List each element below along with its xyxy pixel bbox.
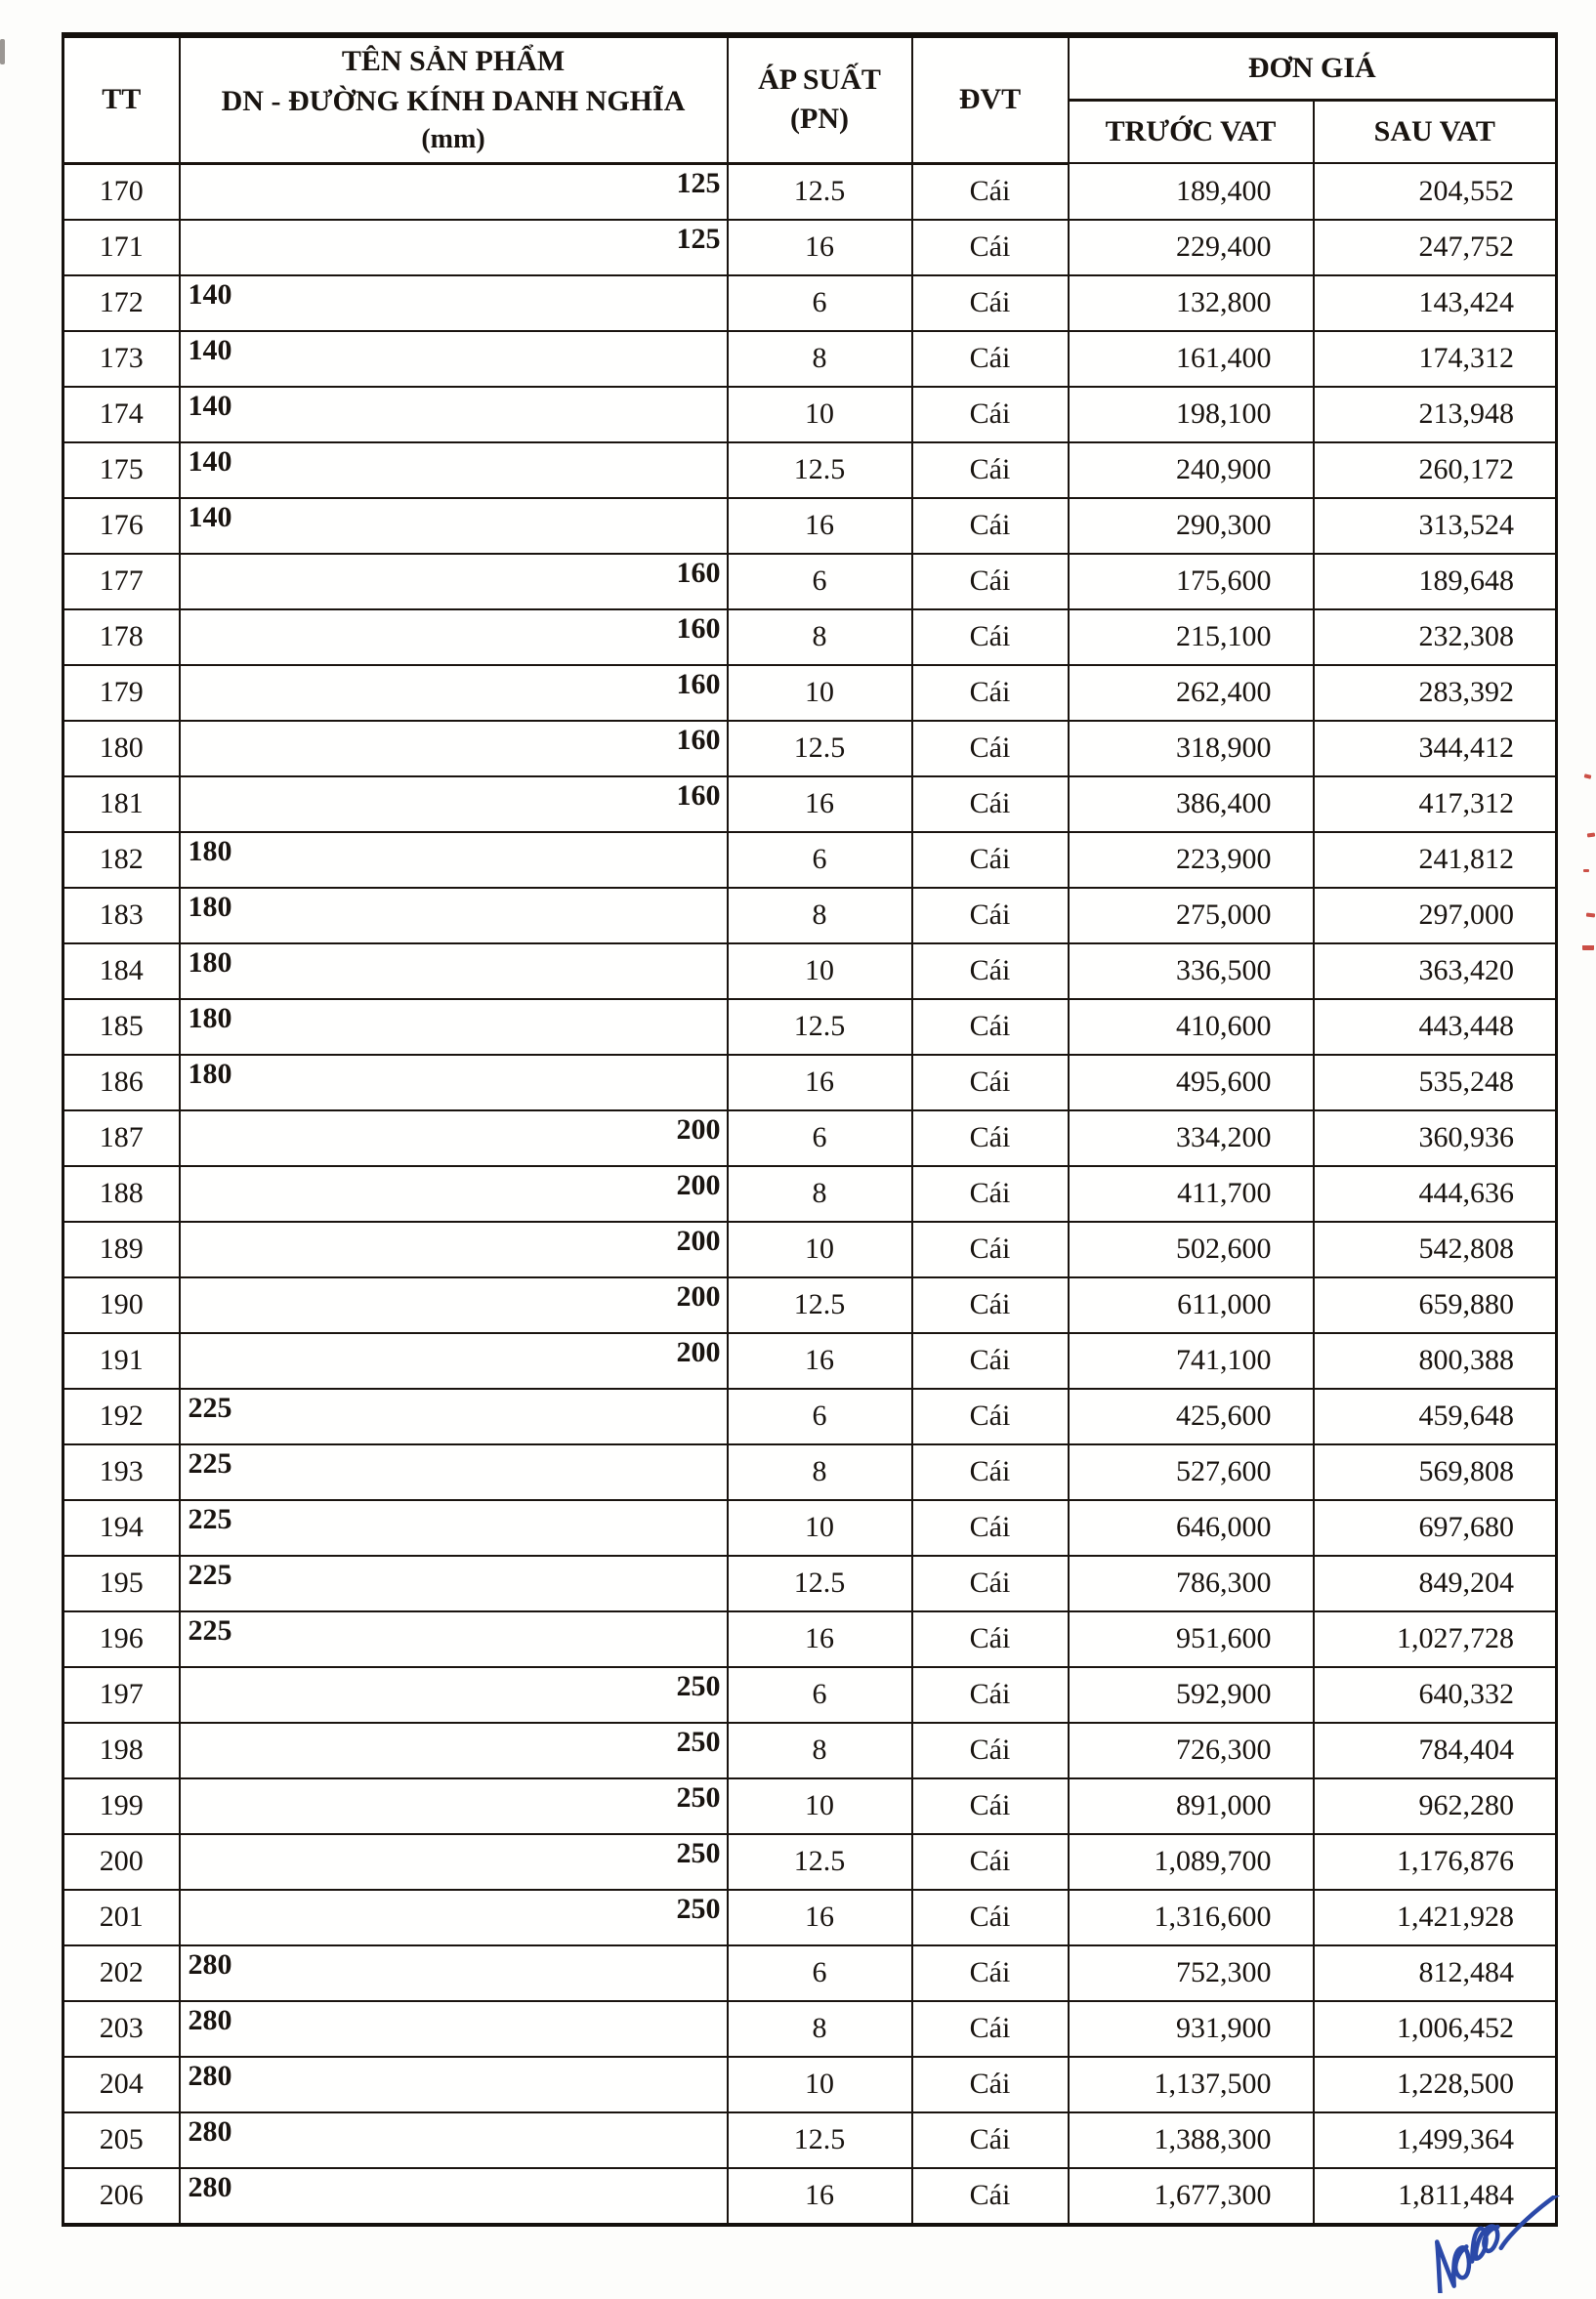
table-row [63,1222,1557,1277]
tt-cell: 176 [63,498,180,554]
product-dn-cell: 160 [180,721,728,776]
unit-cell: Cái [912,1945,1069,2001]
price-before-vat-cell: 215,100 [1069,609,1314,665]
price-after-vat-cell: 1,176,876 [1314,1834,1557,1890]
unit-cell: Cái [912,1778,1069,1834]
price-after-vat-cell: 1,811,484 [1314,2168,1557,2225]
col-header-tt [63,35,180,163]
table-row [63,163,1557,220]
product-dn-cell: 225 [180,1444,728,1500]
price-before-vat-cell: 741,100 [1069,1333,1314,1389]
tt-cell: 178 [63,609,180,665]
pressure-line1: ÁP SUẤT [758,63,881,96]
pressure-cell: 12.5 [728,442,912,498]
unit-cell: Cái [912,1055,1069,1110]
price-before-vat-cell: 1,089,700 [1069,1834,1314,1890]
table-row [63,387,1557,442]
table-row [63,1500,1557,1556]
price-before-vat-cell: 425,600 [1069,1389,1314,1444]
pressure-cell: 12.5 [728,999,912,1055]
price-before-vat-cell: 262,400 [1069,665,1314,721]
table-row [63,609,1557,665]
pressure-cell: 6 [728,832,912,888]
pressure-cell: 16 [728,220,912,275]
tt-cell: 189 [63,1222,180,1277]
tt-cell: 206 [63,2168,180,2225]
unit-cell: Cái [912,1277,1069,1333]
col-header-pressure [728,35,912,163]
price-before-vat-cell: 592,900 [1069,1667,1314,1723]
pressure-cell: 12.5 [728,1277,912,1333]
price-after-vat-cell: 784,404 [1314,1723,1557,1778]
pressure-cell: 12.5 [728,721,912,776]
pressure-cell: 12.5 [728,2112,912,2168]
tt-cell: 191 [63,1333,180,1389]
price-after-vat-cell: 962,280 [1314,1778,1557,1834]
table-row [63,1890,1557,1945]
price-after-vat-cell: 800,388 [1314,1333,1557,1389]
table-row [63,1055,1557,1110]
price-before-vat-cell: 495,600 [1069,1055,1314,1110]
price-after-vat-cell: 444,636 [1314,1166,1557,1222]
product-dn-cell: 225 [180,1556,728,1611]
unit-cell: Cái [912,498,1069,554]
unit-cell: Cái [912,1556,1069,1611]
product-dn-cell: 180 [180,999,728,1055]
unit-cell: Cái [912,1611,1069,1667]
product-dn-cell: 250 [180,1667,728,1723]
price-after-vat-label: SAU VAT [1373,115,1495,148]
price-after-vat-cell: 283,392 [1314,665,1557,721]
product-name-line1: TÊN SẢN PHẨM [341,45,566,77]
price-before-vat-cell: 275,000 [1069,888,1314,943]
unit-cell: Cái [912,1166,1069,1222]
table-row [63,2001,1557,2057]
table-row [63,1277,1557,1333]
unit-label: ĐVT [958,83,1022,116]
product-dn-cell: 140 [180,275,728,331]
pressure-cell: 16 [728,498,912,554]
tt-cell: 187 [63,1110,180,1166]
price-after-vat-cell: 659,880 [1314,1277,1557,1333]
price-before-vat-cell: 646,000 [1069,1500,1314,1556]
product-dn-cell: 140 [180,331,728,387]
col-header-unit [912,35,1069,163]
price-after-vat-cell: 247,752 [1314,220,1557,275]
product-dn-cell: 160 [180,609,728,665]
table-row [63,2112,1557,2168]
unit-cell: Cái [912,943,1069,999]
unit-cell: Cái [912,2001,1069,2057]
price-before-vat-cell: 189,400 [1069,163,1314,220]
product-dn-cell: 280 [180,2112,728,2168]
pressure-cell: 16 [728,1333,912,1389]
product-dn-cell: 160 [180,665,728,721]
table-row [63,554,1557,609]
tt-cell: 193 [63,1444,180,1500]
price-before-vat-cell: 198,100 [1069,387,1314,442]
pressure-cell: 6 [728,1110,912,1166]
price-after-vat-cell: 143,424 [1314,275,1557,331]
price-before-vat-cell: 1,316,600 [1069,1890,1314,1945]
unit-cell: Cái [912,1667,1069,1723]
tt-cell: 202 [63,1945,180,2001]
pressure-cell: 6 [728,1389,912,1444]
price-before-vat-cell: 1,388,300 [1069,2112,1314,2168]
unit-cell: Cái [912,1890,1069,1945]
pressure-cell: 10 [728,943,912,999]
table-row [63,1723,1557,1778]
unit-cell: Cái [912,1110,1069,1166]
pressure-cell: 16 [728,1055,912,1110]
product-dn-cell: 250 [180,1723,728,1778]
col-header-price-before-vat [1069,101,1314,163]
tt-cell: 203 [63,2001,180,2057]
price-after-vat-cell: 697,680 [1314,1500,1557,1556]
pressure-cell: 10 [728,1222,912,1277]
price-before-vat-cell: 726,300 [1069,1723,1314,1778]
price-after-vat-cell: 213,948 [1314,387,1557,442]
table-row [63,776,1557,832]
table-row [63,888,1557,943]
tt-cell: 172 [63,275,180,331]
scan-artifact-red-mark [1582,943,1594,950]
tt-cell: 194 [63,1500,180,1556]
price-before-vat-cell: 336,500 [1069,943,1314,999]
price-after-vat-cell: 189,648 [1314,554,1557,609]
product-dn-cell: 225 [180,1389,728,1444]
table-row [63,1444,1557,1500]
product-dn-cell: 140 [180,442,728,498]
table-row [63,1166,1557,1222]
price-before-vat-cell: 175,600 [1069,554,1314,609]
tt-cell: 170 [63,163,180,220]
product-dn-cell: 250 [180,1890,728,1945]
pressure-cell: 6 [728,1945,912,2001]
table-row [63,999,1557,1055]
table-row [63,498,1557,554]
price-before-vat-cell: 752,300 [1069,1945,1314,2001]
table-row [63,1667,1557,1723]
product-name-line3: (mm) [421,124,485,154]
tt-cell: 175 [63,442,180,498]
price-after-vat-cell: 569,808 [1314,1444,1557,1500]
price-after-vat-cell: 1,499,364 [1314,2112,1557,2168]
unit-cell: Cái [912,1333,1069,1389]
pressure-cell: 8 [728,1723,912,1778]
pressure-cell: 8 [728,331,912,387]
tt-cell: 205 [63,2112,180,2168]
tt-cell: 181 [63,776,180,832]
product-dn-cell: 250 [180,1834,728,1890]
price-after-vat-cell: 1,421,928 [1314,1890,1557,1945]
tt-cell: 180 [63,721,180,776]
product-dn-cell: 280 [180,2057,728,2112]
unit-cell: Cái [912,220,1069,275]
price-before-vat-cell: 611,000 [1069,1277,1314,1333]
tt-cell: 195 [63,1556,180,1611]
pressure-cell: 10 [728,1778,912,1834]
price-before-vat-cell: 951,600 [1069,1611,1314,1667]
price-after-vat-cell: 812,484 [1314,1945,1557,2001]
price-after-vat-cell: 241,812 [1314,832,1557,888]
price-after-vat-cell: 363,420 [1314,943,1557,999]
price-before-vat-cell: 132,800 [1069,275,1314,331]
tt-cell: 182 [63,832,180,888]
unit-cell: Cái [912,554,1069,609]
product-dn-cell: 140 [180,498,728,554]
unit-cell: Cái [912,1834,1069,1890]
col-header-tt-label: TT [102,83,142,116]
price-after-vat-cell: 535,248 [1314,1055,1557,1110]
product-dn-cell: 225 [180,1611,728,1667]
col-header-price-after-vat [1314,101,1557,163]
col-header-price-group [1069,35,1557,101]
table-row [63,1556,1557,1611]
unit-cell: Cái [912,1500,1069,1556]
price-before-vat-cell: 1,137,500 [1069,2057,1314,2112]
tt-cell: 177 [63,554,180,609]
pressure-cell: 8 [728,2001,912,2057]
pressure-cell: 16 [728,2168,912,2225]
product-dn-cell: 200 [180,1166,728,1222]
price-before-vat-cell: 318,900 [1069,721,1314,776]
table-row [63,721,1557,776]
tt-cell: 183 [63,888,180,943]
price-after-vat-cell: 1,027,728 [1314,1611,1557,1667]
pressure-cell: 16 [728,1890,912,1945]
product-dn-cell: 280 [180,2168,728,2225]
product-dn-cell: 180 [180,1055,728,1110]
tt-cell: 200 [63,1834,180,1890]
pressure-cell: 6 [728,1667,912,1723]
unit-cell: Cái [912,1389,1069,1444]
unit-cell: Cái [912,387,1069,442]
price-before-vat-cell: 161,400 [1069,331,1314,387]
tt-cell: 196 [63,1611,180,1667]
price-after-vat-cell: 640,332 [1314,1667,1557,1723]
unit-cell: Cái [912,888,1069,943]
product-dn-cell: 280 [180,1945,728,2001]
price-after-vat-cell: 459,648 [1314,1389,1557,1444]
price-group-label: ĐƠN GIÁ [1247,51,1376,84]
price-after-vat-cell: 174,312 [1314,331,1557,387]
price-before-vat-cell: 410,600 [1069,999,1314,1055]
unit-cell: Cái [912,163,1069,220]
tt-cell: 179 [63,665,180,721]
unit-cell: Cái [912,609,1069,665]
price-after-vat-cell: 417,312 [1314,776,1557,832]
tt-cell: 199 [63,1778,180,1834]
product-dn-cell: 200 [180,1110,728,1166]
scan-artifact-red-mark [1586,913,1595,918]
pressure-cell: 6 [728,275,912,331]
price-before-vat-cell: 527,600 [1069,1444,1314,1500]
unit-cell: Cái [912,2168,1069,2225]
price-before-vat-cell: 386,400 [1069,776,1314,832]
price-after-vat-cell: 360,936 [1314,1110,1557,1166]
product-dn-cell: 225 [180,1500,728,1556]
price-after-vat-cell: 1,228,500 [1314,2057,1557,2112]
scan-artifact-red-mark [1584,773,1592,779]
pressure-cell: 16 [728,776,912,832]
price-before-vat-label: TRƯỚC VAT [1105,115,1277,148]
table-row [63,2168,1557,2225]
table-row [63,665,1557,721]
tt-cell: 201 [63,1890,180,1945]
price-before-vat-cell: 502,600 [1069,1222,1314,1277]
pressure-line2: (PN) [790,103,849,136]
unit-cell: Cái [912,999,1069,1055]
unit-cell: Cái [912,1222,1069,1277]
price-before-vat-cell: 931,900 [1069,2001,1314,2057]
price-after-vat-cell: 232,308 [1314,609,1557,665]
product-dn-cell: 160 [180,554,728,609]
pressure-cell: 10 [728,1500,912,1556]
tt-cell: 197 [63,1667,180,1723]
unit-cell: Cái [912,331,1069,387]
price-table [62,32,1558,2227]
tt-cell: 185 [63,999,180,1055]
pressure-cell: 16 [728,1611,912,1667]
price-after-vat-cell: 542,808 [1314,1222,1557,1277]
price-before-vat-cell: 229,400 [1069,220,1314,275]
pressure-cell: 8 [728,1444,912,1500]
price-after-vat-cell: 297,000 [1314,888,1557,943]
product-dn-cell: 200 [180,1222,728,1277]
price-after-vat-cell: 204,552 [1314,163,1557,220]
pressure-cell: 8 [728,1166,912,1222]
tt-cell: 198 [63,1723,180,1778]
pressure-cell: 12.5 [728,1834,912,1890]
scan-artifact-red-mark [1587,832,1595,837]
unit-cell: Cái [912,442,1069,498]
product-dn-cell: 125 [180,163,728,220]
unit-cell: Cái [912,275,1069,331]
header-row-top [63,35,1557,101]
unit-cell: Cái [912,776,1069,832]
col-header-product-name [180,35,728,163]
pressure-cell: 12.5 [728,163,912,220]
tt-cell: 192 [63,1389,180,1444]
price-before-vat-cell: 786,300 [1069,1556,1314,1611]
price-after-vat-cell: 260,172 [1314,442,1557,498]
pressure-cell: 8 [728,609,912,665]
unit-cell: Cái [912,1444,1069,1500]
table-row [63,832,1557,888]
table-row [63,220,1557,275]
table-row [63,1611,1557,1667]
scan-artifact-red-mark [1583,869,1589,872]
price-after-vat-cell: 313,524 [1314,498,1557,554]
tt-cell: 174 [63,387,180,442]
table-row [63,1333,1557,1389]
tt-cell: 204 [63,2057,180,2112]
price-before-vat-cell: 1,677,300 [1069,2168,1314,2225]
table-row [63,1834,1557,1890]
pressure-cell: 8 [728,888,912,943]
product-dn-cell: 180 [180,832,728,888]
table-row [63,1110,1557,1166]
tt-cell: 186 [63,1055,180,1110]
product-dn-cell: 180 [180,888,728,943]
unit-cell: Cái [912,2112,1069,2168]
pressure-cell: 6 [728,554,912,609]
unit-cell: Cái [912,665,1069,721]
table-row [63,442,1557,498]
pressure-cell: 10 [728,387,912,442]
table-row [63,2057,1557,2112]
product-dn-cell: 200 [180,1333,728,1389]
pressure-cell: 10 [728,665,912,721]
tt-cell: 190 [63,1277,180,1333]
price-before-vat-cell: 891,000 [1069,1778,1314,1834]
product-dn-cell: 200 [180,1277,728,1333]
unit-cell: Cái [912,832,1069,888]
product-dn-cell: 280 [180,2001,728,2057]
product-name-line2: DN - ĐƯỜNG KÍNH DANH NGHĨA [221,84,686,117]
unit-cell: Cái [912,1723,1069,1778]
price-after-vat-cell: 1,006,452 [1314,2001,1557,2057]
unit-cell: Cái [912,721,1069,776]
scan-artifact-edge-smudge [0,39,5,64]
product-dn-cell: 250 [180,1778,728,1834]
price-after-vat-cell: 849,204 [1314,1556,1557,1611]
price-before-vat-cell: 240,900 [1069,442,1314,498]
pressure-cell: 12.5 [728,1556,912,1611]
tt-cell: 188 [63,1166,180,1222]
pressure-cell: 10 [728,2057,912,2112]
table-row [63,1778,1557,1834]
product-dn-cell: 140 [180,387,728,442]
product-dn-cell: 125 [180,220,728,275]
price-after-vat-cell: 344,412 [1314,721,1557,776]
price-before-vat-cell: 334,200 [1069,1110,1314,1166]
table-row [63,943,1557,999]
price-before-vat-cell: 411,700 [1069,1166,1314,1222]
price-table-body [63,163,1557,2225]
tt-cell: 173 [63,331,180,387]
price-after-vat-cell: 443,448 [1314,999,1557,1055]
table-row [63,1389,1557,1444]
unit-cell: Cái [912,2057,1069,2112]
price-before-vat-cell: 290,300 [1069,498,1314,554]
tt-cell: 171 [63,220,180,275]
table-row [63,275,1557,331]
product-dn-cell: 180 [180,943,728,999]
table-row [63,1945,1557,2001]
price-before-vat-cell: 223,900 [1069,832,1314,888]
table-row [63,331,1557,387]
product-dn-cell: 160 [180,776,728,832]
tt-cell: 184 [63,943,180,999]
